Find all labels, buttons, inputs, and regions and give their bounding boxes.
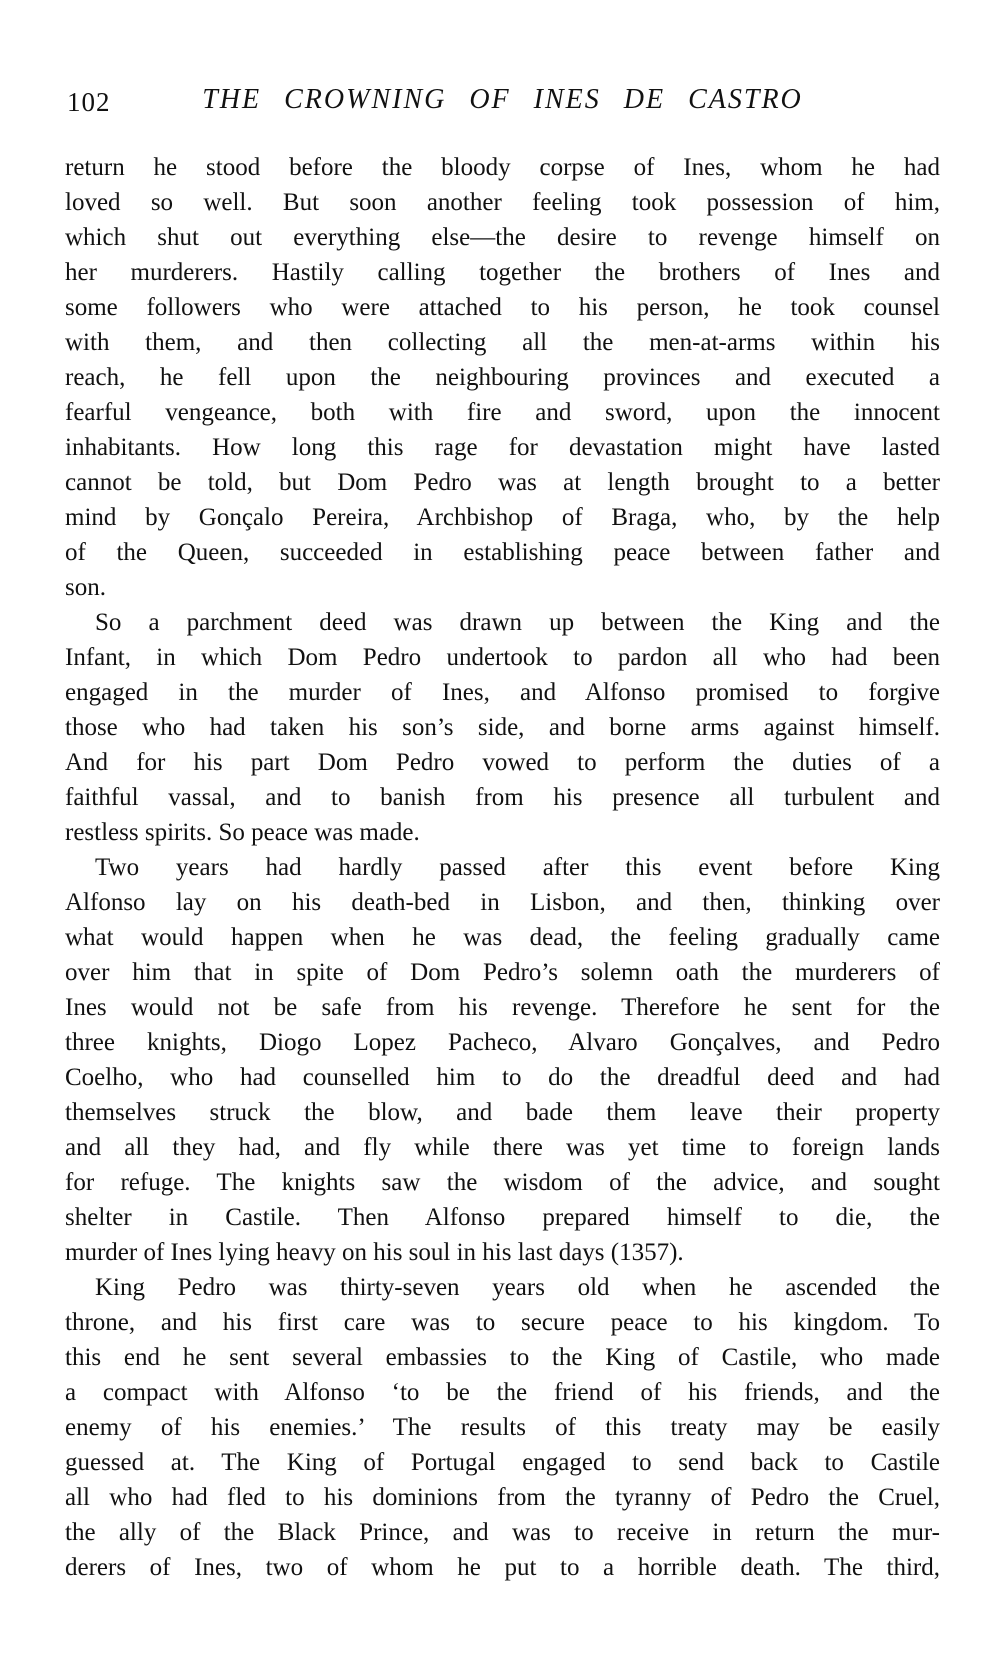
text-line: Two years had hardly passed after this event before King — [95, 854, 940, 881]
paragraph — [65, 1270, 940, 1585]
text-line: cannot be told, but Dom Pedro was at length brought to a better — [65, 469, 940, 496]
text-line: fearful vengeance, both with fire and sword, upon the innocent — [65, 399, 940, 426]
text-line: Alfonso lay on his death-bed in Lisbon, and then, thinking over — [65, 889, 940, 916]
text-line: Infant, in which Dom Pedro undertook to pardon all who had been — [65, 644, 940, 671]
running-title: THE CROWNING OF INES DE CASTRO — [202, 84, 803, 115]
text-line: which shut out everything else—the desire to revenge himself on — [65, 224, 940, 251]
paragraph — [65, 605, 940, 850]
text-line: those who had taken his son’s side, and borne arms against himself. — [65, 714, 940, 741]
text-line: return he stood before the bloody corpse of Ines, whom he had — [65, 154, 940, 181]
text-line: with them, and then collecting all the men-at-arms within his — [65, 329, 940, 356]
text-line: son. — [65, 574, 106, 601]
text-line: over him that in spite of Dom Pedro’s solemn oath the murderers of — [65, 959, 940, 986]
paragraph — [65, 850, 940, 1270]
text-line: throne, and his first care was to secure peace to his kingdom. To — [65, 1309, 940, 1336]
text-line: murder of Ines lying heavy on his soul in his last days (1357). — [65, 1239, 684, 1266]
text-line: guessed at. The King of Portugal engaged to send back to Castile — [65, 1449, 940, 1476]
page-text — [65, 150, 940, 1585]
text-line: engaged in the murder of Ines, and Alfonso promised to forgive — [65, 679, 940, 706]
text-line: enemy of his enemies.’ The results of this treaty may be easily — [65, 1414, 940, 1441]
text-line: And for his part Dom Pedro vowed to perform the duties of a — [65, 749, 940, 776]
text-line: restless spirits. So peace was made. — [65, 819, 420, 846]
text-line: some followers who were attached to his person, he took counsel — [65, 294, 940, 321]
text-line: faithful vassal, and to banish from his presence all turbulent and — [65, 784, 940, 811]
text-line: inhabitants. How long this rage for devastation might have lasted — [65, 434, 940, 461]
text-line: Ines would not be safe from his revenge. Therefore he sent for the — [65, 994, 940, 1021]
text-line: loved so well. But soon another feeling took possession of him, — [65, 189, 940, 216]
text-line: for refuge. The knights saw the wisdom of the advice, and sought — [65, 1169, 940, 1196]
text-line: three knights, Diogo Lopez Pacheco, Alvaro Gonçalves, and Pedro — [65, 1029, 940, 1056]
text-line: themselves struck the blow, and bade them leave their property — [65, 1099, 940, 1126]
text-line: shelter in Castile. Then Alfonso prepared himself to die, the — [65, 1204, 940, 1231]
text-line: the ally of the Black Prince, and was to receive in return the mur- — [65, 1519, 940, 1546]
text-line: a compact with Alfonso ‘to be the friend of his friends, and the — [65, 1379, 940, 1406]
page-header — [65, 84, 940, 120]
text-line: So a parchment deed was drawn up between the King and the — [95, 609, 940, 636]
paragraph — [65, 150, 940, 605]
text-line: her murderers. Hastily calling together the brothers of Ines and — [65, 259, 940, 286]
text-line: reach, he fell upon the neighbouring provinces and executed a — [65, 364, 940, 391]
text-line: and all they had, and fly while there was yet time to foreign lands — [65, 1134, 940, 1161]
text-line: all who had fled to his dominions from the tyranny of Pedro the Cruel, — [65, 1484, 940, 1511]
text-line: derers of Ines, two of whom he put to a horrible death. The third, — [65, 1554, 940, 1581]
text-line: mind by Gonçalo Pereira, Archbishop of Braga, who, by the help — [65, 504, 940, 531]
text-line: King Pedro was thirty-seven years old when he ascended the — [95, 1274, 940, 1301]
text-line: of the Queen, succeeded in establishing peace between father and — [65, 539, 940, 566]
page-number: 102 — [67, 87, 111, 117]
text-line: what would happen when he was dead, the feeling gradually came — [65, 924, 940, 951]
text-line: this end he sent several embassies to the King of Castile, who made — [65, 1344, 940, 1371]
text-line: Coelho, who had counselled him to do the dreadful deed and had — [65, 1064, 940, 1091]
